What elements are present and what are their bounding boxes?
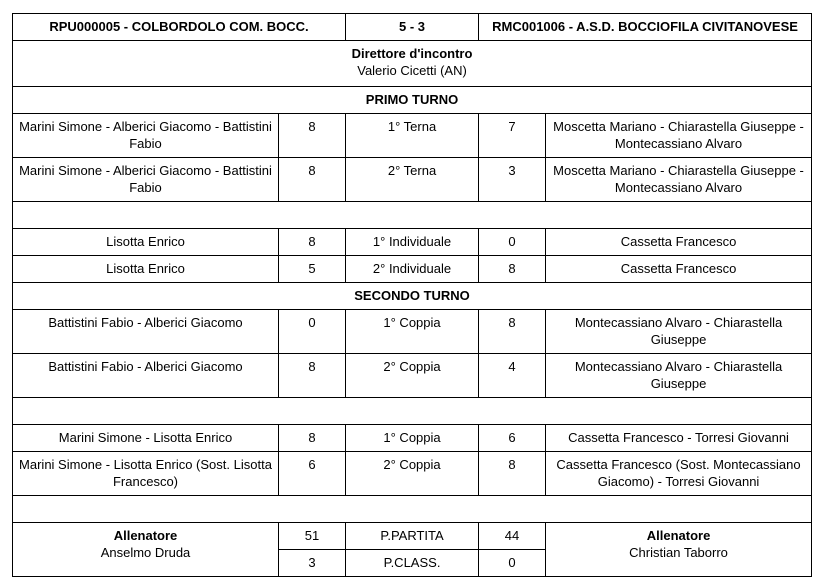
spacer-cell — [13, 202, 812, 229]
home-players: Marini Simone - Alberici Giacomo - Battistini Fabio — [13, 114, 279, 158]
match-row — [13, 452, 812, 496]
away-players: Cassetta Francesco (Sost. Montecassiano Giacomo) - Torresi Giovanni — [546, 452, 812, 496]
away-score: 8 — [479, 452, 546, 496]
home-score: 8 — [279, 354, 346, 398]
home-coach-cell — [13, 523, 279, 577]
away-players: Moscetta Mariano - Chiarastella Giuseppe - Montecassiano Alvaro — [546, 114, 812, 158]
match-type: 2° Coppia — [346, 354, 479, 398]
home-coach-name: Anselmo Druda — [100, 545, 191, 560]
away-coach-cell — [546, 523, 812, 577]
match-type: 1° Coppia — [346, 310, 479, 354]
match-report-table — [12, 13, 812, 577]
match-row — [13, 354, 812, 398]
away-players: Cassetta Francesco — [546, 256, 812, 283]
away-score: 8 — [479, 310, 546, 354]
home-score: 8 — [279, 425, 346, 452]
partita-label: P.PARTITA — [346, 523, 479, 550]
away-score: 4 — [479, 354, 546, 398]
spacer-row — [13, 398, 812, 425]
match-row — [13, 229, 812, 256]
home-score: 0 — [279, 310, 346, 354]
home-team-name: RPU000005 - COLBORDOLO COM. BOCC. — [13, 14, 346, 41]
away-class-points: 0 — [479, 550, 546, 577]
away-players: Cassetta Francesco — [546, 229, 812, 256]
away-players: Cassetta Francesco - Torresi Giovanni — [546, 425, 812, 452]
match-score: 5 - 3 — [346, 14, 479, 41]
away-score: 0 — [479, 229, 546, 256]
section-title-second-round: SECONDO TURNO — [13, 283, 812, 310]
home-score: 8 — [279, 114, 346, 158]
home-score: 8 — [279, 158, 346, 202]
match-row — [13, 310, 812, 354]
header-row — [13, 14, 812, 41]
spacer-cell — [13, 496, 812, 523]
away-players: Moscetta Mariano - Chiarastella Giuseppe - Montecassiano Alvaro — [546, 158, 812, 202]
away-coach-label: Allenatore — [646, 528, 711, 543]
home-partita-points: 51 — [279, 523, 346, 550]
home-class-points: 3 — [279, 550, 346, 577]
class-label: P.CLASS. — [346, 550, 479, 577]
home-players: Battistini Fabio - Alberici Giacomo — [13, 354, 279, 398]
match-type: 2° Individuale — [346, 256, 479, 283]
away-coach-name: Christian Taborro — [629, 545, 728, 560]
match-type: 1° Terna — [346, 114, 479, 158]
home-players: Lisotta Enrico — [13, 256, 279, 283]
home-players: Lisotta Enrico — [13, 229, 279, 256]
match-type: 2° Terna — [346, 158, 479, 202]
home-players: Marini Simone - Alberici Giacomo - Battistini Fabio — [13, 158, 279, 202]
away-partita-points: 44 — [479, 523, 546, 550]
home-score: 5 — [279, 256, 346, 283]
away-score: 8 — [479, 256, 546, 283]
director-cell — [13, 41, 812, 87]
section-title-first-round: PRIMO TURNO — [13, 87, 812, 114]
away-score: 6 — [479, 425, 546, 452]
match-row — [13, 256, 812, 283]
match-row — [13, 158, 812, 202]
spacer-cell — [13, 398, 812, 425]
away-team-name: RMC001006 - A.S.D. BOCCIOFILA CIVITANOVESE — [479, 14, 812, 41]
footer-row-partita — [13, 523, 812, 550]
away-players: Montecassiano Alvaro - Chiarastella Giuseppe — [546, 354, 812, 398]
home-score: 6 — [279, 452, 346, 496]
director-name: Valerio Cicetti (AN) — [357, 63, 467, 78]
home-players: Marini Simone - Lisotta Enrico — [13, 425, 279, 452]
match-type: 1° Individuale — [346, 229, 479, 256]
match-row — [13, 425, 812, 452]
match-type: 1° Coppia — [346, 425, 479, 452]
director-label: Direttore d'incontro — [351, 46, 473, 61]
away-score: 7 — [479, 114, 546, 158]
home-score: 8 — [279, 229, 346, 256]
spacer-row — [13, 202, 812, 229]
home-coach-label: Allenatore — [113, 528, 178, 543]
home-players: Battistini Fabio - Alberici Giacomo — [13, 310, 279, 354]
away-score: 3 — [479, 158, 546, 202]
spacer-row — [13, 496, 812, 523]
director-row — [13, 41, 812, 87]
section-row-first-round — [13, 87, 812, 114]
match-type: 2° Coppia — [346, 452, 479, 496]
section-row-second-round — [13, 283, 812, 310]
match-row — [13, 114, 812, 158]
home-players: Marini Simone - Lisotta Enrico (Sost. Lisotta Francesco) — [13, 452, 279, 496]
away-players: Montecassiano Alvaro - Chiarastella Giuseppe — [546, 310, 812, 354]
